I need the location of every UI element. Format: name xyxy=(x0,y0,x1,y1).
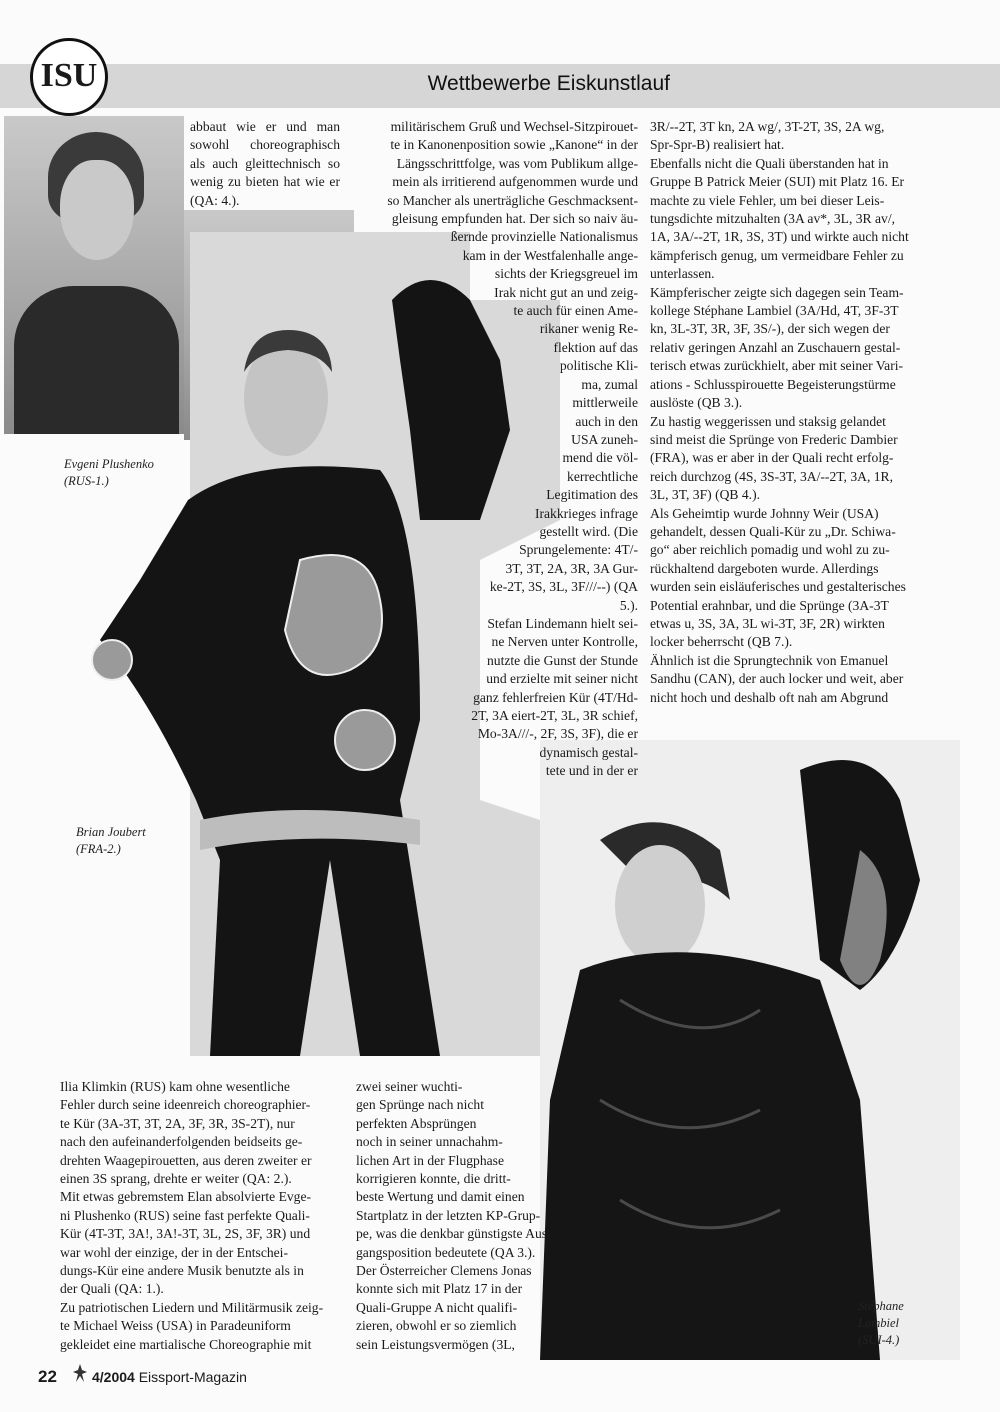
text-line: te in Kanonenposition sowie „Kanone“ in der xyxy=(390,137,638,153)
text-line: politische Kli- xyxy=(559,358,638,374)
text-line: dynamisch gestal- xyxy=(539,744,638,760)
text-line: te Kür (3A-3T, 3T, 2A, 3F, 3R, 3S-2T), nur xyxy=(60,1115,295,1131)
text-col2-bottom xyxy=(356,1078,556,1354)
text-line: Zu hastig weggerissen und staksig gelandet xyxy=(650,413,886,429)
text-line: Kür (4T-3T, 3A!, 3A!-3T, 3L, 2S, 3F, 3R) und xyxy=(60,1226,311,1242)
text-line: kämpferisch genug, um vermeidbare Fehler zu xyxy=(650,247,904,263)
text-line: Zu patriotischen Liedern und Militärmusik zeig- xyxy=(60,1299,324,1315)
caption-plushenko: Evgeni Plushenko (RUS-1.) xyxy=(64,457,154,488)
text-line: Kämpferischer zeigte sich dagegen sein Team- xyxy=(650,284,904,300)
text-line: und erzielte mit seiner nicht xyxy=(486,671,638,687)
text-line: tete und in der er xyxy=(545,763,638,779)
text-line: 3T, 3T, 2A, 3R, 3A Gur- xyxy=(505,560,638,576)
text-line: Startplatz in der letzten KP-Grup- xyxy=(356,1207,541,1223)
text-line: Ilia Klimkin (RUS) kam ohne wesentliche xyxy=(60,1079,290,1094)
caption-lambiel: Stéphane Lambiel (SUI-4.) xyxy=(858,1299,904,1347)
text-line: ganz fehlerfreien Kür (4T/Hd- xyxy=(473,689,638,705)
text-line: Potential erahnbar, und die Sprünge (3A-3T xyxy=(650,597,889,613)
text-line: rikaner wenig Re- xyxy=(539,321,638,337)
magazine-name: Eissport-Magazin xyxy=(138,1369,247,1385)
caption-joubert: Brian Joubert (FRA-2.) xyxy=(76,825,146,856)
text-line: Sprungelemente: 4T/- xyxy=(519,542,638,558)
text-line: terisch etwas zurückhielt, aber mit seiner Vari- xyxy=(650,358,904,374)
text-line: gen Sprünge nach nicht xyxy=(356,1097,484,1113)
text-line: lichen Art in der Flugphase xyxy=(356,1152,504,1168)
text-line: Als Geheimtip wurde Johnny Weir (USA) xyxy=(650,505,879,521)
text-line: kerrechtliche xyxy=(567,468,638,484)
text-line: Der Österreicher Clemens Jonas xyxy=(356,1263,532,1279)
text-line: 3L, 3T, 3F) (QB 4.). xyxy=(650,487,760,503)
text-col1-bottom xyxy=(60,1078,344,1354)
text-line: gekleidet eine martialische Choreographie mit xyxy=(60,1336,312,1352)
skater-icon xyxy=(70,1362,90,1384)
text-line: mend die völ- xyxy=(562,450,638,466)
text-line: Spr-Spr-B) realisiert hat. xyxy=(650,137,785,153)
text-line: flektion auf das xyxy=(553,339,638,355)
text-line: tungsdichte mitzuhalten (3A av*, 3L, 3R av/, xyxy=(650,211,896,227)
issue-number: 4/2004 xyxy=(92,1369,135,1385)
text-line: etwas u, 3S, 3A, 3L wi-3T, 3F, 2R) wirkten xyxy=(650,615,885,631)
text-line: nicht hoch und deshalb oft nah am Abgrund xyxy=(650,689,889,705)
text-line: mittlerweile xyxy=(572,395,638,411)
text-line: mein als irritierend aufgenommen wurde und xyxy=(392,174,638,190)
text-line: gehandelt, dessen Quali-Kür zu „Dr. Schiwa- xyxy=(650,523,896,539)
text-col2-top xyxy=(354,118,638,781)
text-line: korrigieren konnte, die dritt- xyxy=(356,1171,511,1187)
text-line: auch in den xyxy=(575,413,638,429)
text-line: zieren, obwohl er so ziemlich xyxy=(356,1318,517,1334)
text-line: USA zuneh- xyxy=(571,431,638,447)
text-line: Legitimation des xyxy=(546,487,638,503)
text-line: Sandhu (CAN), der auch locker und weit, aber xyxy=(650,671,904,687)
text-line: zwei seiner wuchti- xyxy=(356,1079,463,1094)
isu-logo: ISU xyxy=(30,38,108,116)
text-col1-top: abbaut wie er und man sowohl choreographisch als auch gleittechnisch so wenig zu bieten hat wie er (QA: 4.). xyxy=(190,119,340,208)
text-line: pe, was die denkbar günstigste Aus- xyxy=(356,1226,552,1242)
page-number: 22 xyxy=(38,1367,57,1386)
text-line: 3R/--2T, 3T kn, 2A wg/, 3T-2T, 3S, 2A wg, xyxy=(650,119,885,134)
text-line: rückhaltend dargeboten wurde. Allerdings xyxy=(650,560,879,576)
text-line: auslöste (QB 3.). xyxy=(650,395,743,411)
text-line: Längsschrittfolge, was vom Publikum allge- xyxy=(396,155,638,171)
text-line: 1A, 3A/--2T, 1R, 3S, 3T) und wirkte auch nicht xyxy=(650,229,909,245)
text-line: relativ geringen Anzahl an Zuschauern gestal- xyxy=(650,339,901,355)
text-line: te Michael Weiss (USA) in Paradeuniform xyxy=(60,1318,291,1334)
text-line: sind meist die Sprünge von Frederic Dambier xyxy=(650,431,898,447)
text-line: ne Nerven unter Kontrolle, xyxy=(491,634,638,650)
text-col3-top xyxy=(650,118,932,707)
text-line: Quali-Gruppe A nicht qualifi- xyxy=(356,1299,518,1315)
text-line: Gruppe B Patrick Meier (SUI) mit Platz 16. Er xyxy=(650,174,905,190)
section-title: Wettbewerbe Eiskunstlauf xyxy=(427,72,670,95)
text-line: einen 3S sprang, drehte er weiter (QA: 2.). xyxy=(60,1171,292,1187)
text-line: ke-2T, 3S, 3L, 3F///--) (QA xyxy=(489,579,638,595)
text-line: noch in seiner unnachahm- xyxy=(356,1134,503,1150)
text-line: militärischem Gruß und Wechsel-Sitzpirouet- xyxy=(390,119,638,134)
text-line: Ebenfalls nicht die Quali überstanden hat in xyxy=(650,155,889,171)
text-line: unterlassen. xyxy=(650,266,715,282)
text-line: so Mancher als unerträgliche Geschmacksent- xyxy=(387,192,638,208)
text-line: kam in der Westfalenhalle ange- xyxy=(462,247,638,263)
text-line: beste Wertung und damit einen xyxy=(356,1189,525,1205)
text-line: kollege Stéphane Lambiel (3A/Hd, 4T, 3F-3T xyxy=(650,303,899,319)
text-line: ni Plushenko (RUS) seine fast perfekte Quali- xyxy=(60,1207,310,1223)
text-line: Fehler durch seine ideenreich choreographier- xyxy=(60,1097,311,1113)
text-line: reich durchzog (4S, 3S-3T, 3A/--2T, 3A, 1R, xyxy=(650,468,894,484)
text-line: nach den aufeinanderfolgenden beidseits ge- xyxy=(60,1134,303,1150)
text-line: locker beherrscht (QB 7.). xyxy=(650,634,793,650)
text-line: 5.). xyxy=(619,597,638,613)
text-line: drehten Waagepirouetten, aus deren zweiter er xyxy=(60,1152,312,1168)
text-line: machte zu viele Fehler, um bei dieser Leis- xyxy=(650,192,885,208)
text-line: kn, 3L-3T, 3R, 3F, 3S/-), der sich wegen der xyxy=(650,321,890,337)
text-line: ations - Schlusspirouette Begeisterungstürme xyxy=(650,376,896,392)
text-line: Irakkrieges infrage xyxy=(534,505,638,521)
text-line: te auch für einen Ame- xyxy=(513,303,638,319)
text-line: gangsposition bedeutete (QA 3.). xyxy=(356,1244,536,1260)
text-line: Mit etwas gebremstem Elan absolvierte Evge- xyxy=(60,1189,312,1205)
magazine-footer xyxy=(92,1369,247,1385)
text-line: Stefan Lindemann hielt sei- xyxy=(487,615,638,631)
text-line: 2T, 3A eiert-2T, 3L, 3R schief, xyxy=(471,708,638,723)
text-line: wurden sein eisläuferisches und gestalterisches xyxy=(650,579,906,595)
text-line: ma, zumal xyxy=(581,376,638,392)
text-line: gleisung empfunden hat. Der sich so naiv äu- xyxy=(391,211,638,227)
text-line: konnte sich mit Platz 17 in der xyxy=(356,1281,523,1297)
text-line: Mo-3A///-, 2F, 3S, 3F), die er xyxy=(477,726,638,742)
text-line: war wohl der einzige, der in der Entschei- xyxy=(60,1244,288,1260)
text-line: sichts der Kriegsgreuel im xyxy=(494,266,638,282)
text-line: sein Leistungsvermögen (3L, xyxy=(356,1336,515,1352)
text-line: gestellt wird. (Die xyxy=(539,523,638,539)
text-line: nutzte die Gunst der Stunde xyxy=(486,652,638,668)
text-line: (FRA), was er aber in der Quali recht erfolg- xyxy=(650,450,894,466)
text-line: Ähnlich ist die Sprungtechnik von Emanuel xyxy=(650,652,889,668)
text-line: Irak nicht gut an und zeig- xyxy=(494,284,638,300)
text-line: der Quali (QA: 1.). xyxy=(60,1281,164,1297)
text-line: go“ aber reichlich pomadig und wohl zu zu- xyxy=(650,542,890,558)
text-line: perfekten Absprüngen xyxy=(356,1115,477,1131)
text-line: ßernde provinzielle Nationalismus xyxy=(450,229,638,245)
text-line: dungs-Kür eine andere Musik benutzte als in xyxy=(60,1263,304,1279)
